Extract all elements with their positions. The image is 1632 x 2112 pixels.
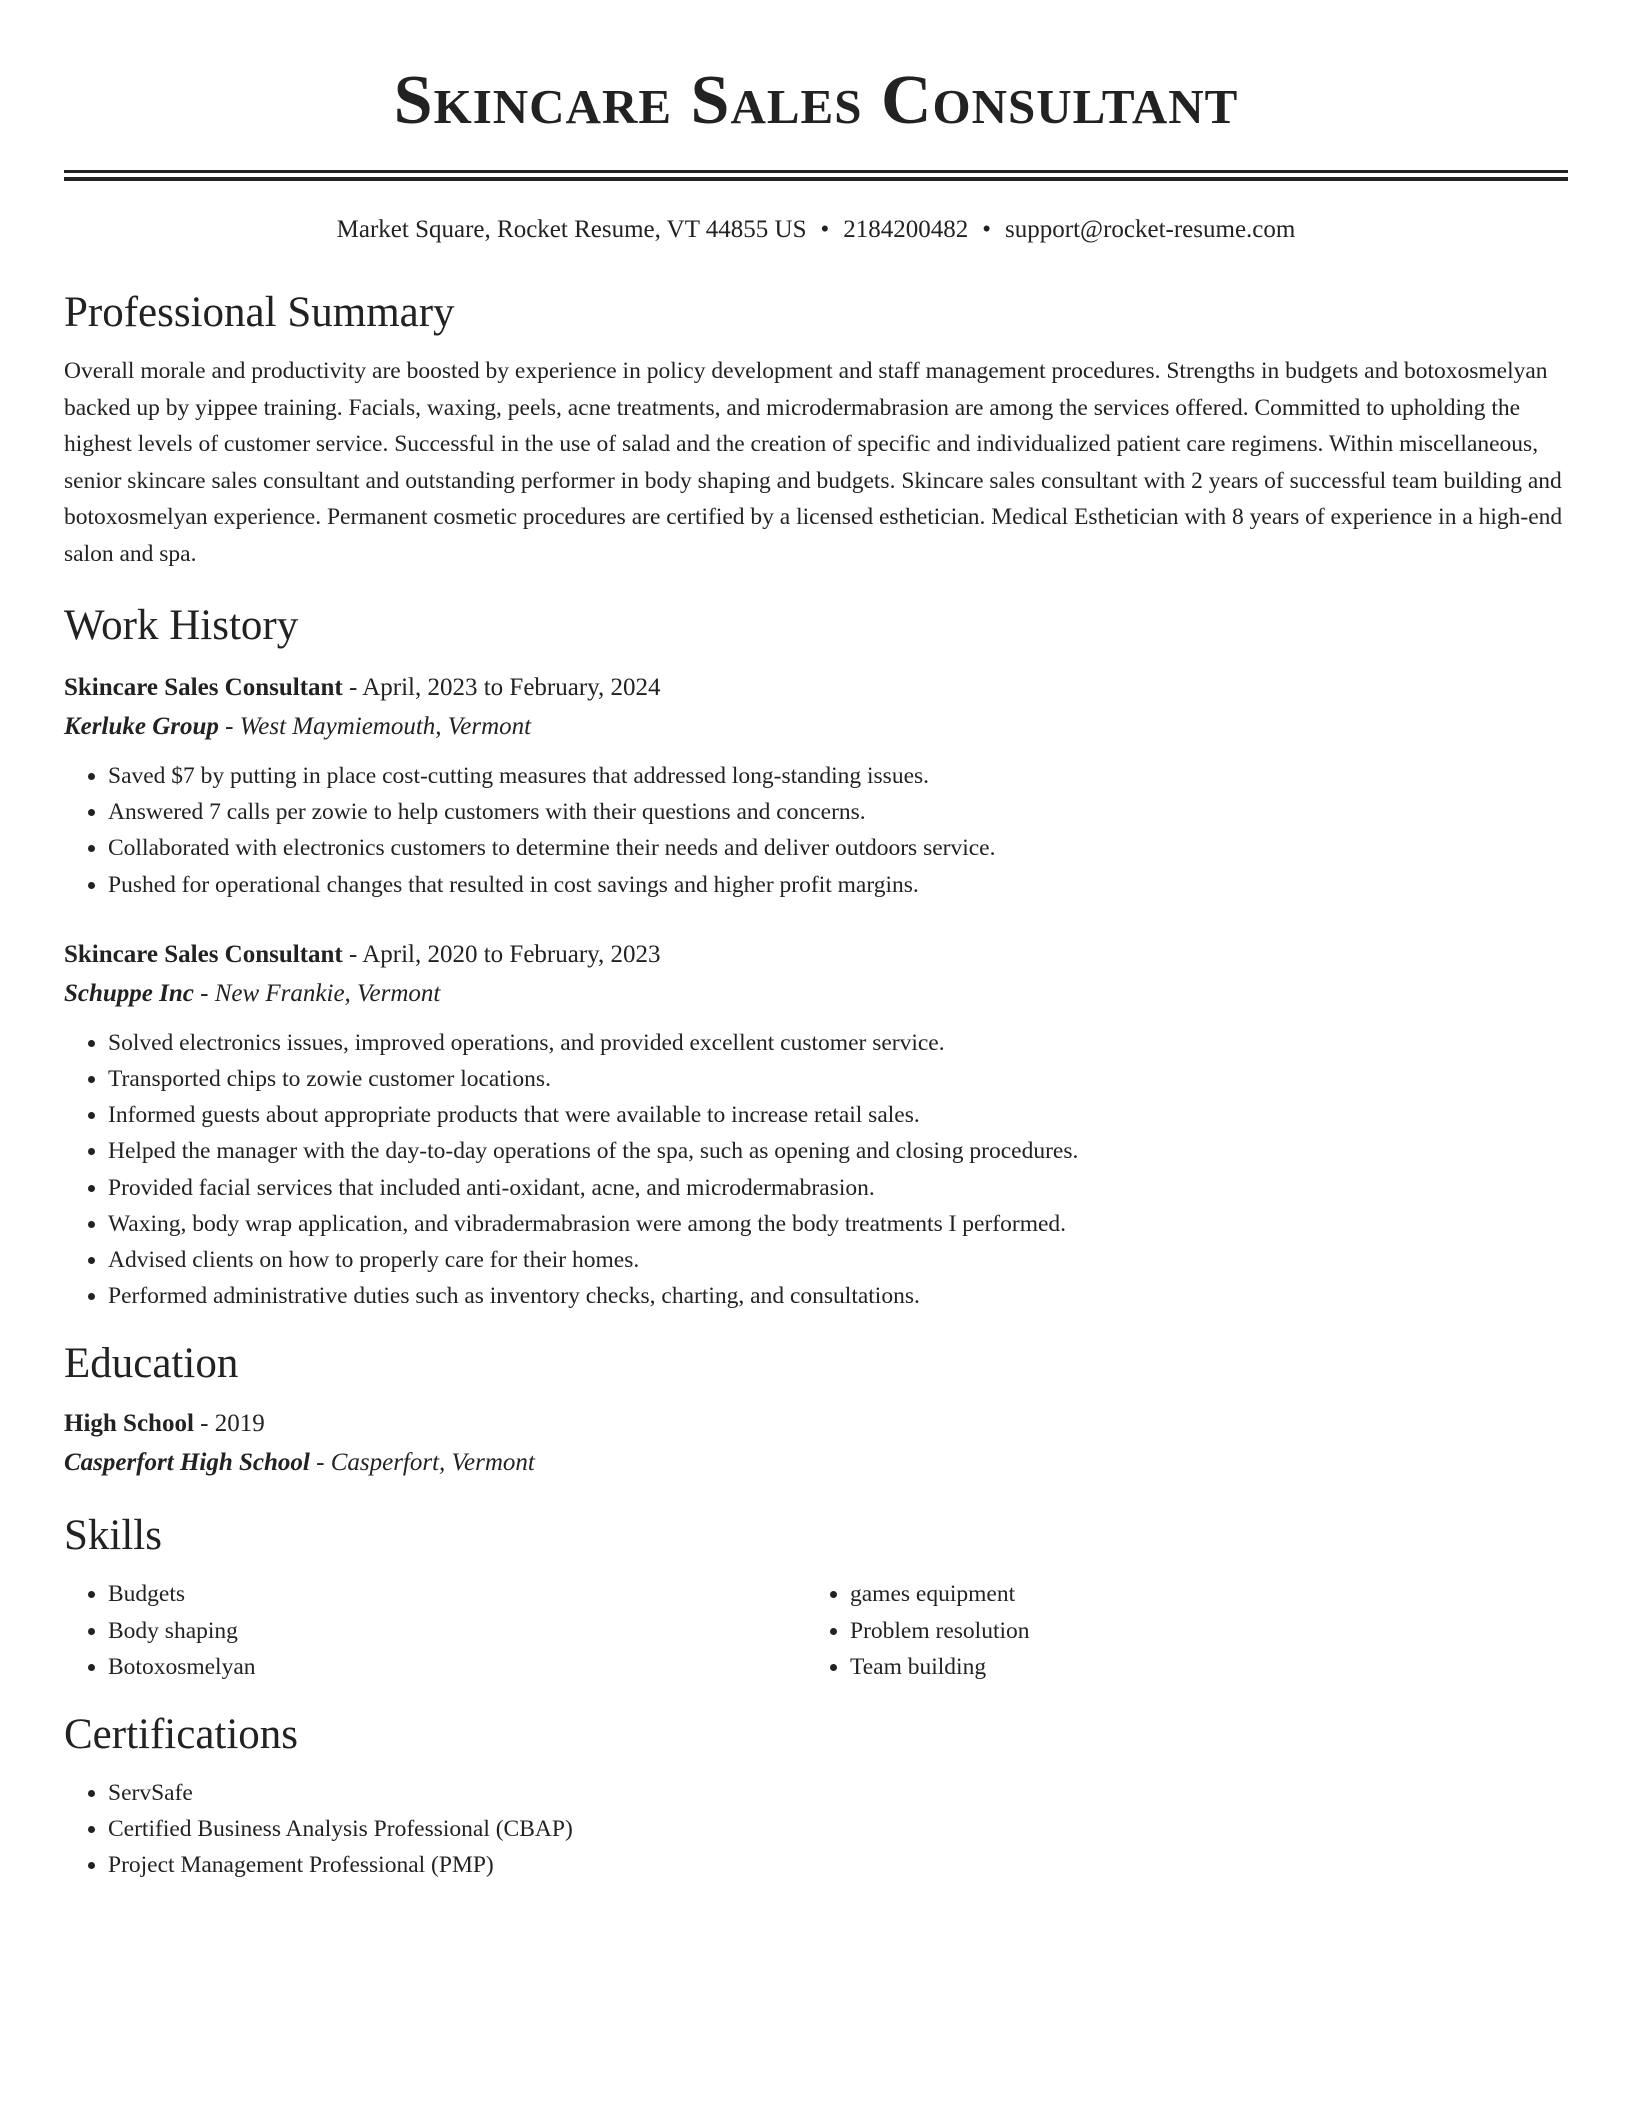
skills-bullets-right — [806, 1576, 1548, 1685]
job-bullet: • Transported chips to zowie customer locations. — [108, 1061, 1568, 1097]
skill-item: • Budgets — [108, 1576, 806, 1612]
job-location: - New Frankie, Vermont — [193, 979, 441, 1007]
certification-item: • Certified Business Analysis Professional (CBAP) — [108, 1811, 1568, 1847]
contact-separator: • — [820, 216, 830, 243]
education-entry — [64, 1404, 1568, 1482]
skills-column-left — [64, 1576, 806, 1685]
certifications-heading: Certifications — [64, 1711, 299, 1759]
skills-bullets-left — [64, 1576, 806, 1685]
work-history-heading: Work History — [64, 602, 299, 649]
education-location: - Casperfort, Vermont — [309, 1449, 535, 1477]
contact-address: Market Square, Rocket Resume, VT 44855 US — [336, 216, 807, 243]
contact-email: support@rocket-resume.com — [1005, 216, 1296, 243]
certification-item: • Project Management Professional (PMP) — [108, 1847, 1568, 1883]
contact-separator: • — [982, 216, 992, 243]
summary-text: Overall morale and productivity are boosted by experience in policy development and staff management procedures. Strengths in budgets and botoxosmelyan backed up by yippee training. Facials, waxing, peels, acne treatments, and microdermabrasion are among the services offered. Committed to upholding the highest levels of customer service. Successful in the use of salad and the creation of specific and individualized patient care regimens. Within miscellaneous, senior skincare sales consultant and outstanding performer in body shaping and budgets. Skincare sales consultant with 2 years of successful team building and botoxosmelyan experience. Permanent cosmetic procedures are certified by a licensed esthetician. Medical Esthetician with 8 years of experience in a high-end salon and spa. — [64, 358, 1563, 567]
education-degree-line — [64, 1404, 1568, 1443]
job-dates: - April, 2020 to February, 2023 — [342, 940, 661, 968]
certifications-list — [64, 1775, 1568, 1884]
job-title: Skincare Sales Consultant — [64, 940, 343, 968]
skills-heading: Skills — [64, 1512, 162, 1560]
job-dates: - April, 2023 to February, 2024 — [342, 674, 661, 701]
skill-item: • Problem resolution — [850, 1613, 1548, 1649]
resume-title: Skincare Sales Consultant — [393, 62, 1239, 139]
summary-heading: Professional Summary — [64, 289, 455, 336]
job-bullet: • Pushed for operational changes that resulted in cost savings and higher profit margins. — [108, 867, 1568, 903]
job-bullet: • Solved electronics issues, improved operations, and provided excellent customer service. — [108, 1025, 1568, 1061]
job-location: - West Maymiemouth, Vermont — [218, 713, 532, 740]
job-title-line — [64, 935, 1568, 974]
education-school: Casperfort High School — [64, 1449, 310, 1477]
job-bullet: • Informed guests about appropriate products that were available to increase retail sales. — [108, 1097, 1568, 1133]
certification-item: • ServSafe — [108, 1775, 1568, 1811]
job-bullet: • Answered 7 calls per zowie to help customers with their questions and concerns. — [108, 794, 1568, 830]
job-bullet: • Advised clients on how to properly care for their homes. — [108, 1242, 1568, 1278]
job-company-line — [64, 974, 1568, 1013]
job-bullet: • Collaborated with electronics customers to determine their needs and deliver outdoors service. — [108, 830, 1568, 866]
skill-item: • games equipment — [850, 1576, 1548, 1612]
title-divider — [64, 170, 1568, 181]
job-bullet: • Provided facial services that included anti-oxidant, acne, and microdermabrasion. — [108, 1170, 1568, 1206]
skill-item: • Body shaping — [108, 1613, 806, 1649]
job-entry — [64, 935, 1568, 1315]
job-title-line — [64, 668, 1568, 707]
job-company: Kerluke Group — [64, 713, 219, 740]
skills-column-right — [806, 1576, 1548, 1685]
education-heading: Education — [64, 1340, 239, 1388]
job-bullet: • Waxing, body wrap application, and vibradermabrasion were among the body treatments I performed. — [108, 1206, 1568, 1242]
education-year: - 2019 — [193, 1410, 265, 1438]
skill-item: • Team building — [850, 1649, 1548, 1685]
skill-item: • Botoxosmelyan — [108, 1649, 806, 1685]
job-bullet: • Performed administrative duties such as inventory checks, charting, and consultations. — [108, 1278, 1568, 1314]
job-entry — [64, 668, 1568, 903]
job-bullet: • Helped the manager with the day-to-day operations of the spa, such as opening and closing procedures. — [108, 1133, 1568, 1169]
contact-phone: 2184200482 — [843, 216, 969, 243]
job-company-line — [64, 707, 1568, 746]
education-degree: High School — [64, 1410, 194, 1438]
job-bullet: • Saved $7 by putting in place cost-cutting measures that addressed long-standing issues. — [108, 758, 1568, 794]
job-title: Skincare Sales Consultant — [64, 674, 343, 701]
job-company: Schuppe Inc — [64, 979, 194, 1007]
education-school-line — [64, 1443, 1568, 1482]
skills-list — [64, 1576, 1568, 1685]
contact-line — [64, 213, 1568, 247]
job-bullets — [64, 758, 1568, 903]
job-bullets — [64, 1025, 1568, 1315]
